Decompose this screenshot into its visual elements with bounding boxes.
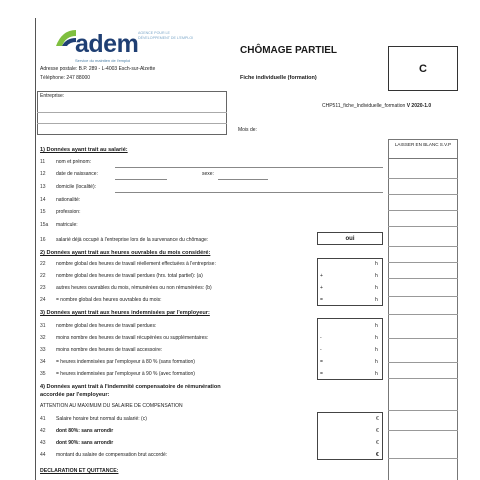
- row-domicile: [40, 184, 96, 190]
- compensation-note: ATTENTION AU MAXIMUM DU SALAIRE DE COMPENSATION: [40, 403, 183, 409]
- sign: -: [320, 335, 322, 341]
- row-number: 35: [40, 371, 46, 377]
- unit: €: [376, 440, 379, 446]
- sign: -: [320, 347, 322, 353]
- section3-row: [40, 323, 156, 329]
- row-number: 33: [40, 347, 46, 353]
- section2-row: [40, 285, 212, 291]
- section-3-fields[interactable]: [317, 318, 383, 380]
- row-deja-occupe: [40, 237, 208, 243]
- version: V 2020-1.0: [406, 103, 432, 109]
- section4-row: [40, 428, 113, 434]
- row-label: profession:: [56, 209, 81, 215]
- sign: +: [320, 273, 323, 279]
- phone: Téléphone: 247 88000: [40, 75, 91, 81]
- unit: h: [375, 261, 378, 267]
- row-label: nombre global des heures de travail perdues:: [56, 323, 157, 329]
- section-4-title-cont: accordée par l'employeur:: [40, 392, 110, 398]
- row-nom: [40, 159, 91, 165]
- row-label: domicile (localité):: [56, 184, 97, 190]
- column-line: [388, 296, 458, 297]
- column-line: [388, 338, 458, 339]
- column-line: [388, 362, 458, 363]
- row-label: nombre global des heures de travail réellement effectuées à l'entreprise:: [56, 261, 216, 267]
- margin-line: [35, 18, 36, 480]
- row-label: = heures indemnisées par l'employeur à 90 % (avec formation): [56, 371, 195, 377]
- row-number: 24: [40, 297, 46, 303]
- unit: h: [375, 347, 378, 353]
- section-4-title: 4) Données ayant trait à l'indemnité compensatoire de rémunération: [40, 384, 221, 390]
- column-line: [388, 314, 458, 315]
- row-number: 44: [40, 452, 46, 458]
- column-line: [388, 430, 458, 431]
- section4-row: [40, 440, 113, 446]
- row-number: 32: [40, 335, 46, 341]
- section3-row: [40, 359, 195, 365]
- row-label: dont 80%: sans arrondir: [56, 428, 114, 434]
- section3-row: [40, 371, 195, 377]
- row-number: 34: [40, 359, 46, 365]
- row-number: 22: [40, 261, 46, 267]
- logo-wordmark: adem: [75, 30, 139, 58]
- unit: h: [375, 335, 378, 341]
- row-label: nationalité:: [56, 197, 81, 203]
- row-number: 43: [40, 440, 46, 446]
- row-label: nom et prénom:: [56, 159, 92, 165]
- sign: =: [320, 359, 323, 365]
- row-number: 42: [40, 428, 46, 434]
- section-3-title: 3) Données ayant trait aux heures indemnisées par l'employeur:: [40, 310, 210, 316]
- sign: +: [320, 285, 323, 291]
- sexe-field[interactable]: [218, 179, 268, 180]
- row-naissance: [40, 171, 98, 177]
- office-use-header: LAISSER EN BLANC S.V.P: [388, 139, 458, 159]
- section4-row: [40, 452, 167, 458]
- declaration-title: DECLARATION ET QUITTANCE:: [40, 468, 119, 474]
- logo-subtitle: Service du maintien de l'emploi: [75, 58, 131, 63]
- logo-tagline: AGENCE POUR LE DÉVELOPPEMENT DE L'EMPLOI: [138, 31, 194, 40]
- section3-row: [40, 347, 162, 353]
- unit: €: [376, 416, 379, 422]
- section-2-fields[interactable]: [317, 258, 383, 306]
- section3-row: [40, 335, 208, 341]
- row-label: moins nombre des heures de travail récupérées ou supplémentaires:: [56, 335, 209, 341]
- office-use-column: [388, 139, 458, 480]
- form-code: C: [419, 62, 427, 75]
- row-label: date de naissance:: [56, 171, 98, 177]
- section2-row: [40, 261, 216, 267]
- page-subtitle: Fiche individuelle (formation): [240, 75, 317, 81]
- row-label: Salaire horaire brut normal du salarié: (c): [56, 416, 147, 422]
- unit: €: [376, 428, 379, 434]
- unit: h: [375, 285, 378, 291]
- section-1-title: 1) Données ayant trait au salarié:: [40, 147, 128, 153]
- row-number: 15a: [40, 222, 49, 228]
- row-label: moins nombre des heures de travail accessoire:: [56, 347, 163, 353]
- section-2-title: 2) Données ayant trait aux heures ouvrables du mois considéré:: [40, 250, 211, 256]
- column-line: [388, 226, 458, 227]
- nom-field[interactable]: [115, 167, 383, 168]
- sign: =: [320, 297, 323, 303]
- column-line: [388, 262, 458, 263]
- deja-occupe-field[interactable]: [317, 232, 383, 245]
- row-number: 14: [40, 197, 46, 203]
- row-label: autres heures ouvrables du mois, rémunérées ou non rémunérées: (b): [56, 285, 212, 291]
- reference-code: CHP511_fiche_Individuelle_formation: [322, 103, 406, 109]
- row-number: 16: [40, 237, 46, 243]
- form-reference: [322, 103, 431, 109]
- entreprise-box[interactable]: [37, 91, 227, 135]
- entreprise-line: [37, 123, 227, 124]
- row-number: 41: [40, 416, 46, 422]
- row-label: matricule:: [56, 222, 78, 228]
- column-line: [388, 194, 458, 195]
- column-line: [388, 278, 458, 279]
- row-number: 15: [40, 209, 46, 215]
- unit: h: [375, 371, 378, 377]
- column-line: [388, 458, 458, 459]
- page-title: CHÔMAGE PARTIEL: [240, 45, 338, 56]
- entreprise-label: Entreprise:: [40, 93, 65, 99]
- section4-row: [40, 416, 147, 422]
- row-profession: [40, 209, 80, 215]
- section2-row: [40, 273, 203, 279]
- row-label: dont 90%: sans arrondir: [56, 440, 114, 446]
- column-line: [388, 246, 458, 247]
- row-nationalite: [40, 197, 80, 203]
- row-matricule: [40, 222, 78, 228]
- column-line: [388, 210, 458, 211]
- mois-label: Mois de:: [238, 127, 257, 133]
- unit: €: [376, 452, 379, 458]
- column-line: [388, 378, 458, 379]
- sexe-label: sexe:: [202, 171, 214, 177]
- row-label: montant du salaire de compensation brut accordé:: [56, 452, 168, 458]
- unit: h: [375, 297, 378, 303]
- form-code-box: [388, 46, 458, 91]
- entreprise-line: [37, 112, 227, 113]
- postal-address: Adresse postale: B.P. 289 - L-4003 Esch-sur-Alzette: [40, 66, 156, 72]
- section-4-fields[interactable]: [317, 412, 383, 460]
- row-label: = heures indemnisées par l'employeur à 80 % (sans formation): [56, 359, 195, 365]
- row-number: 23: [40, 285, 46, 291]
- unit: h: [375, 359, 378, 365]
- section2-row: [40, 297, 161, 303]
- row-label: nombre global des heures de travail perdues (hrs. total partiel): (a): [56, 273, 203, 279]
- row-label: salarié déjà occupé à l'entreprise lors de la survenance du chômage:: [56, 237, 209, 243]
- unit: h: [375, 323, 378, 329]
- domicile-field[interactable]: [115, 192, 383, 193]
- deja-occupe-value: oui: [345, 235, 355, 242]
- sign: =: [320, 371, 323, 377]
- column-line: [388, 410, 458, 411]
- row-number: 11: [40, 159, 46, 165]
- row-label: = nombre global des heures ouvrables du mois:: [56, 297, 162, 303]
- row-number: 31: [40, 323, 46, 329]
- row-number: 13: [40, 184, 46, 190]
- row-number: 22: [40, 273, 46, 279]
- unit: h: [375, 273, 378, 279]
- birthdate-field[interactable]: [115, 179, 167, 180]
- column-line: [388, 178, 458, 179]
- row-number: 12: [40, 171, 46, 177]
